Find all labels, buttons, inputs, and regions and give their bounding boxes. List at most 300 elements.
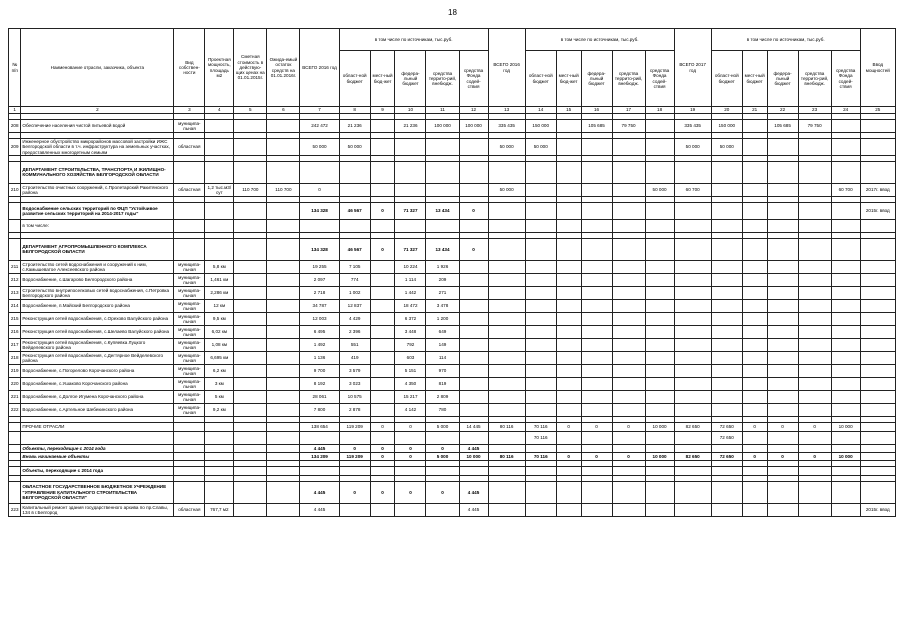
table-row: [9, 422, 896, 431]
value-cell: 110 700: [234, 183, 267, 196]
row-number-cell: 219: [9, 364, 21, 377]
column-number: 8: [339, 107, 370, 114]
value-cell: [798, 202, 831, 219]
value-cell: [581, 202, 612, 219]
value-cell: [525, 364, 556, 377]
value-cell: 0: [395, 481, 426, 503]
value-cell: [234, 260, 267, 273]
value-cell: [556, 325, 581, 338]
value-cell: [581, 183, 612, 196]
value-cell: [234, 338, 267, 351]
value-cell: [767, 161, 798, 183]
value-cell: [556, 364, 581, 377]
row-number-cell: [9, 202, 21, 219]
ownership-cell: муниципа-льная: [174, 120, 205, 133]
value-cell: [612, 312, 645, 325]
ownership-cell: [174, 161, 205, 183]
ownership-cell: муниципа-льная: [174, 364, 205, 377]
value-cell: [798, 466, 831, 475]
value-cell: [798, 390, 831, 403]
header-total-2016: ВСЕГО 2016 год: [300, 29, 339, 107]
value-cell: [645, 338, 674, 351]
value-cell: [742, 312, 767, 325]
value-cell: [742, 161, 767, 183]
table-row: [9, 364, 896, 377]
value-cell: [525, 351, 556, 364]
value-cell: [767, 273, 798, 286]
value-cell: [488, 377, 525, 390]
capacity-cell: 6,695 км: [205, 351, 234, 364]
value-cell: [300, 431, 339, 444]
value-cell: [674, 202, 711, 219]
subheader: средства Фонда содей-ствия: [831, 51, 860, 107]
value-cell: [488, 260, 525, 273]
capacity-cell: 12 км: [205, 299, 234, 312]
value-cell: [339, 219, 370, 232]
column-number: 25: [860, 107, 895, 114]
value-cell: [267, 238, 300, 260]
commission-cell: [860, 286, 895, 299]
table-row: [9, 202, 896, 219]
value-cell: [459, 364, 488, 377]
value-cell: [488, 431, 525, 444]
row-number-cell: 210: [9, 183, 21, 196]
value-cell: [370, 325, 395, 338]
value-cell: [645, 299, 674, 312]
value-cell: [488, 338, 525, 351]
value-cell: [581, 403, 612, 416]
column-number: 2: [21, 107, 174, 114]
object-name-cell: ОБЛАСТНОЕ ГОСУДАРСТВЕННОЕ БЮДЖЕТНОЕ УЧРЕЖДЕНИЕ "УПРАВЛЕНИЕ КАПИТАЛЬНОГО СТРОИТЕЛЬСТВА БЕЛГОРОДСКОЙ ОБЛАСТИ": [21, 481, 174, 503]
value-cell: [339, 183, 370, 196]
value-cell: [742, 403, 767, 416]
value-cell: [742, 139, 767, 156]
value-cell: [267, 139, 300, 156]
value-cell: 2 718: [300, 286, 339, 299]
value-cell: [645, 503, 674, 516]
column-number: 17: [612, 107, 645, 114]
value-cell: [742, 273, 767, 286]
value-cell: [798, 377, 831, 390]
value-cell: [674, 444, 711, 452]
value-cell: [767, 139, 798, 156]
subheader: средства террито-рий, внебюдж.: [612, 51, 645, 107]
value-cell: [459, 312, 488, 325]
value-cell: [267, 286, 300, 299]
value-cell: 7 105: [339, 260, 370, 273]
value-cell: [234, 422, 267, 431]
ownership-cell: муниципа-льная: [174, 325, 205, 338]
value-cell: [767, 444, 798, 452]
value-cell: [267, 377, 300, 390]
value-cell: [711, 219, 742, 232]
capacity-cell: [205, 219, 234, 232]
value-cell: [742, 120, 767, 133]
header-commission: Ввод мощностей: [860, 29, 895, 107]
value-cell: 774: [339, 273, 370, 286]
value-cell: [556, 351, 581, 364]
value-cell: [674, 377, 711, 390]
value-cell: [798, 238, 831, 260]
value-cell: [556, 466, 581, 475]
value-cell: [234, 286, 267, 299]
value-cell: [267, 338, 300, 351]
value-cell: [612, 377, 645, 390]
value-cell: [525, 219, 556, 232]
value-cell: [612, 351, 645, 364]
row-number-cell: [9, 452, 21, 460]
value-cell: [645, 202, 674, 219]
value-cell: [798, 273, 831, 286]
value-cell: [370, 431, 395, 444]
value-cell: [798, 161, 831, 183]
value-cell: [711, 503, 742, 516]
value-cell: [556, 219, 581, 232]
object-name-cell: Водоснабжение, п.Майский Белгородского района: [21, 299, 174, 312]
subheader: федера-льный бюджет: [581, 51, 612, 107]
value-cell: [612, 503, 645, 516]
value-cell: [234, 466, 267, 475]
table-row: [9, 260, 896, 273]
capacity-cell: 767,7 м2: [205, 503, 234, 516]
value-cell: [488, 403, 525, 416]
subheader: федера-льный бюджет: [767, 51, 798, 107]
value-cell: 105 685: [767, 120, 798, 133]
value-cell: [645, 219, 674, 232]
value-cell: [267, 219, 300, 232]
value-cell: [525, 325, 556, 338]
value-cell: 6 372: [395, 312, 426, 325]
investment-table: [8, 28, 896, 517]
value-cell: [645, 364, 674, 377]
value-cell: [395, 503, 426, 516]
object-name-cell: [21, 431, 174, 444]
value-cell: [767, 503, 798, 516]
ownership-cell: муниципа-льная: [174, 351, 205, 364]
value-cell: [488, 444, 525, 452]
value-cell: [267, 481, 300, 503]
value-cell: [711, 481, 742, 503]
header-num: № п/п: [9, 29, 21, 107]
ownership-cell: [174, 481, 205, 503]
value-cell: [645, 377, 674, 390]
value-cell: [645, 273, 674, 286]
value-cell: 100 000: [459, 120, 488, 133]
ownership-cell: муниципа-льная: [174, 403, 205, 416]
value-cell: [426, 139, 459, 156]
value-cell: [395, 219, 426, 232]
value-cell: 50 000: [711, 139, 742, 156]
capacity-cell: 6,02 км: [205, 325, 234, 338]
value-cell: [267, 260, 300, 273]
value-cell: 72 650: [711, 422, 742, 431]
commission-cell: [860, 238, 895, 260]
department-row: [9, 238, 896, 260]
value-cell: 5 151: [395, 364, 426, 377]
value-cell: [525, 286, 556, 299]
column-number: 4: [205, 107, 234, 114]
value-cell: [556, 377, 581, 390]
value-cell: [459, 338, 488, 351]
value-cell: [581, 503, 612, 516]
value-cell: [612, 431, 645, 444]
value-cell: [645, 403, 674, 416]
table-body: [9, 114, 896, 517]
value-cell: 0: [395, 444, 426, 452]
value-cell: 0: [395, 422, 426, 431]
commission-cell: [860, 273, 895, 286]
value-cell: [525, 260, 556, 273]
value-cell: 21 236: [339, 120, 370, 133]
commission-cell: [860, 444, 895, 452]
subheader: средства террито-рий, внебюдж.: [798, 51, 831, 107]
commission-cell: 2015г. ввод: [860, 503, 895, 516]
value-cell: [556, 390, 581, 403]
commission-cell: [860, 431, 895, 444]
table-row: [9, 183, 896, 196]
capacity-cell: 9,5 км: [205, 312, 234, 325]
department-row: [9, 161, 896, 183]
value-cell: [459, 299, 488, 312]
value-cell: [556, 481, 581, 503]
column-number: 18: [645, 107, 674, 114]
value-cell: [645, 286, 674, 299]
value-cell: [581, 431, 612, 444]
capacity-cell: [205, 139, 234, 156]
column-number: 1: [9, 107, 21, 114]
table-row: [9, 219, 896, 232]
row-number-cell: 213: [9, 286, 21, 299]
value-cell: [742, 202, 767, 219]
value-cell: [267, 325, 300, 338]
value-cell: [370, 299, 395, 312]
value-cell: 70 116: [525, 431, 556, 444]
table-row: [9, 351, 896, 364]
value-cell: [234, 312, 267, 325]
header-capacity: Проектная мощность, площадь м2: [205, 29, 234, 107]
commission-cell: [860, 260, 895, 273]
value-cell: [234, 390, 267, 403]
object-name-cell: Водоснабжение, с.Шагарово Белгородского района: [21, 273, 174, 286]
column-number-row: [9, 107, 896, 114]
value-cell: [798, 481, 831, 503]
capacity-cell: 1,461 км: [205, 273, 234, 286]
value-cell: 4 429: [339, 312, 370, 325]
value-cell: [767, 403, 798, 416]
value-cell: [674, 466, 711, 475]
value-cell: [395, 161, 426, 183]
value-cell: [581, 338, 612, 351]
value-cell: 4 445: [459, 503, 488, 516]
capacity-cell: 2,286 км: [205, 286, 234, 299]
value-cell: [742, 325, 767, 338]
object-name-cell: в том числе:: [21, 219, 174, 232]
value-cell: 0: [339, 444, 370, 452]
capacity-cell: [205, 452, 234, 460]
ownership-cell: [174, 422, 205, 431]
value-cell: [767, 183, 798, 196]
value-cell: 271: [426, 286, 459, 299]
value-cell: [556, 338, 581, 351]
table-row: [9, 444, 896, 452]
value-cell: [234, 481, 267, 503]
value-cell: 6 495: [300, 325, 339, 338]
value-cell: [556, 286, 581, 299]
value-cell: 134 328: [300, 202, 339, 219]
value-cell: 18 472: [395, 299, 426, 312]
value-cell: [612, 286, 645, 299]
value-cell: [370, 390, 395, 403]
value-cell: 12 837: [339, 299, 370, 312]
value-cell: [645, 325, 674, 338]
value-cell: [767, 364, 798, 377]
value-cell: [831, 273, 860, 286]
value-cell: [612, 219, 645, 232]
capacity-cell: [205, 161, 234, 183]
value-cell: 8 192: [300, 377, 339, 390]
value-cell: [612, 273, 645, 286]
column-number: 5: [234, 107, 267, 114]
value-cell: [370, 351, 395, 364]
value-cell: 4 445: [459, 444, 488, 452]
value-cell: 0: [798, 452, 831, 460]
column-number: 20: [711, 107, 742, 114]
value-cell: 0: [798, 422, 831, 431]
value-cell: 1 442: [395, 286, 426, 299]
column-number: 13: [488, 107, 525, 114]
value-cell: [525, 377, 556, 390]
object-name-cell: Строительство очистных сооружений, с.Пролетарский Ракитянского района: [21, 183, 174, 196]
value-cell: [581, 161, 612, 183]
value-cell: 4 350: [395, 377, 426, 390]
value-cell: [581, 481, 612, 503]
value-cell: 46 567: [339, 202, 370, 219]
value-cell: 7 800: [300, 403, 339, 416]
value-cell: [556, 299, 581, 312]
value-cell: [370, 120, 395, 133]
header-sources-2016: в том числе по источникам, тыс.руб.: [339, 29, 488, 51]
value-cell: [612, 139, 645, 156]
commission-cell: [860, 120, 895, 133]
value-cell: [767, 219, 798, 232]
object-name-cell: Капитальный ремонт здания государственного архива по пр.Славы, 134 в г.Белгород: [21, 503, 174, 516]
row-number-cell: 220: [9, 377, 21, 390]
value-cell: [831, 403, 860, 416]
value-cell: [556, 503, 581, 516]
value-cell: 10 000: [831, 422, 860, 431]
value-cell: [556, 273, 581, 286]
value-cell: 4 445: [459, 481, 488, 503]
value-cell: 551: [339, 338, 370, 351]
value-cell: [234, 325, 267, 338]
row-number-cell: [9, 466, 21, 475]
value-cell: [798, 444, 831, 452]
value-cell: [742, 338, 767, 351]
value-cell: [767, 338, 798, 351]
value-cell: [767, 325, 798, 338]
value-cell: [767, 260, 798, 273]
subheader: средства террито-рий, внебюдж.: [426, 51, 459, 107]
row-number-cell: [9, 422, 21, 431]
value-cell: 10 224: [395, 260, 426, 273]
value-cell: [767, 238, 798, 260]
value-cell: [612, 390, 645, 403]
header-total-2016b: ВСЕГО 2016 год: [488, 29, 525, 107]
value-cell: [459, 260, 488, 273]
value-cell: [459, 431, 488, 444]
value-cell: 2 396: [339, 325, 370, 338]
value-cell: 2 809: [426, 390, 459, 403]
column-number: 14: [525, 107, 556, 114]
value-cell: 0: [370, 422, 395, 431]
value-cell: [831, 238, 860, 260]
value-cell: [488, 351, 525, 364]
value-cell: 0: [370, 444, 395, 452]
value-cell: [742, 444, 767, 452]
ownership-cell: муниципа-льная: [174, 338, 205, 351]
subheader: мест-ный бюд-жет: [370, 51, 395, 107]
value-cell: [831, 219, 860, 232]
value-cell: 72 650: [711, 452, 742, 460]
object-name-cell: Объекты, переходящие с 2014 года: [21, 444, 174, 452]
value-cell: [711, 299, 742, 312]
value-cell: [742, 219, 767, 232]
value-cell: [234, 299, 267, 312]
value-cell: [234, 219, 267, 232]
commission-cell: [860, 390, 895, 403]
value-cell: 28 061: [300, 390, 339, 403]
value-cell: [612, 183, 645, 196]
table-row: [9, 403, 896, 416]
capacity-cell: [205, 466, 234, 475]
commission-cell: [860, 452, 895, 460]
value-cell: 13 434: [426, 238, 459, 260]
value-cell: [459, 351, 488, 364]
value-cell: [711, 444, 742, 452]
value-cell: 14 445: [459, 422, 488, 431]
value-cell: 9 700: [300, 364, 339, 377]
value-cell: 50 000: [488, 139, 525, 156]
value-cell: [370, 338, 395, 351]
value-cell: [459, 139, 488, 156]
value-cell: [426, 431, 459, 444]
value-cell: [831, 351, 860, 364]
subheader: средства Фонда содей-ствия: [645, 51, 674, 107]
object-name-cell: ПРОЧИЕ ОТРАСЛИ: [21, 422, 174, 431]
value-cell: [459, 466, 488, 475]
value-cell: [300, 219, 339, 232]
value-cell: [395, 466, 426, 475]
value-cell: [742, 238, 767, 260]
table-row: [9, 503, 896, 516]
value-cell: 3 448: [395, 325, 426, 338]
value-cell: 10 000: [645, 452, 674, 460]
value-cell: [798, 338, 831, 351]
ownership-cell: [174, 238, 205, 260]
object-name-cell: Водоснабжение, с.Погорелово Корочанского района: [21, 364, 174, 377]
capacity-cell: 5 км: [205, 390, 234, 403]
value-cell: [674, 161, 711, 183]
ownership-cell: областная: [174, 139, 205, 156]
value-cell: 0: [459, 202, 488, 219]
value-cell: 10 000: [831, 452, 860, 460]
value-cell: [798, 403, 831, 416]
value-cell: [234, 351, 267, 364]
header-total-2017: ВСЕГО 2017 год: [674, 29, 711, 107]
value-cell: 119 209: [339, 452, 370, 460]
commission-cell: 2017г. ввод: [860, 183, 895, 196]
value-cell: [674, 219, 711, 232]
